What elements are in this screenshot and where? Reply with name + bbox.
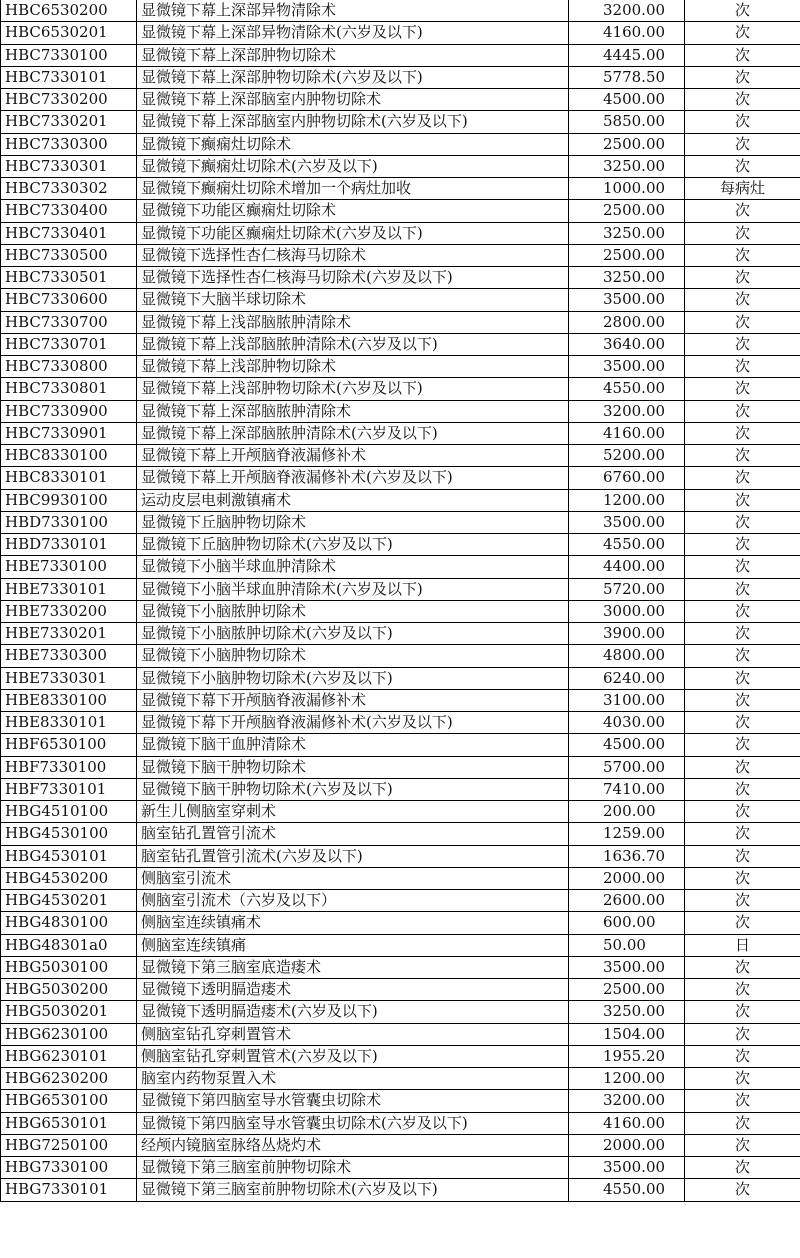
item-price-cell: 4160.00 xyxy=(569,22,685,44)
item-name-cell: 显微镜下透明膈造瘘术 xyxy=(137,979,569,1001)
item-price-cell: 3250.00 xyxy=(569,267,685,289)
item-unit-cell: 次 xyxy=(685,667,800,689)
item-code-cell: HBC6530201 xyxy=(1,22,137,44)
item-price-cell: 2000.00 xyxy=(569,867,685,889)
item-name-cell: 显微镜下小脑肿物切除术(六岁及以下) xyxy=(137,667,569,689)
item-name-cell: 显微镜下丘脑肿物切除术 xyxy=(137,511,569,533)
item-name-cell: 侧脑室引流术（六岁及以下） xyxy=(137,890,569,912)
table-row xyxy=(1,22,800,44)
table-row xyxy=(1,511,800,533)
table-row xyxy=(1,689,800,711)
item-code-cell: HBG6230100 xyxy=(1,1023,137,1045)
item-unit-cell: 次 xyxy=(685,845,800,867)
table-row xyxy=(1,200,800,222)
table-row xyxy=(1,422,800,444)
item-price-cell: 4160.00 xyxy=(569,422,685,444)
item-code-cell: HBC7330201 xyxy=(1,111,137,133)
item-price-cell: 6240.00 xyxy=(569,667,685,689)
table-row xyxy=(1,1001,800,1023)
item-code-cell: HBG7330101 xyxy=(1,1179,137,1201)
item-code-cell: HBC7330501 xyxy=(1,267,137,289)
item-code-cell: HBG48301a0 xyxy=(1,934,137,956)
item-unit-cell: 次 xyxy=(685,956,800,978)
table-row xyxy=(1,778,800,800)
item-unit-cell: 次 xyxy=(685,22,800,44)
item-name-cell: 显微镜下癫痫灶切除术增加一个病灶加收 xyxy=(137,178,569,200)
item-name-cell: 侧脑室钻孔穿刺置管术(六岁及以下) xyxy=(137,1045,569,1067)
item-name-cell: 显微镜下大脑半球切除术 xyxy=(137,289,569,311)
item-price-cell: 1200.00 xyxy=(569,1068,685,1090)
item-name-cell: 显微镜下幕上浅部肿物切除术(六岁及以下) xyxy=(137,378,569,400)
item-code-cell: HBC7330801 xyxy=(1,378,137,400)
table-row xyxy=(1,311,800,333)
item-name-cell: 运动皮层电刺激镇痛术 xyxy=(137,489,569,511)
item-name-cell: 显微镜下幕上开颅脑脊液漏修补术(六岁及以下) xyxy=(137,467,569,489)
table-row xyxy=(1,133,800,155)
item-name-cell: 显微镜下功能区癫痫灶切除术 xyxy=(137,200,569,222)
item-name-cell: 显微镜下癫痫灶切除术 xyxy=(137,133,569,155)
item-unit-cell: 次 xyxy=(685,623,800,645)
item-name-cell: 显微镜下脑干血肿清除术 xyxy=(137,734,569,756)
item-price-cell: 3200.00 xyxy=(569,400,685,422)
item-name-cell: 脑室钻孔置管引流术(六岁及以下) xyxy=(137,845,569,867)
item-name-cell: 显微镜下脑干肿物切除术(六岁及以下) xyxy=(137,778,569,800)
item-price-cell: 4445.00 xyxy=(569,44,685,66)
item-name-cell: 显微镜下选择性杏仁核海马切除术(六岁及以下) xyxy=(137,267,569,289)
item-name-cell: 显微镜下幕下开颅脑脊液漏修补术 xyxy=(137,689,569,711)
item-unit-cell: 次 xyxy=(685,289,800,311)
item-unit-cell: 次 xyxy=(685,867,800,889)
item-code-cell: HBF7330100 xyxy=(1,756,137,778)
item-price-cell: 3000.00 xyxy=(569,600,685,622)
item-name-cell: 显微镜下幕上深部肿物切除术 xyxy=(137,44,569,66)
item-code-cell: HBC7330400 xyxy=(1,200,137,222)
item-code-cell: HBC7330500 xyxy=(1,244,137,266)
item-unit-cell: 次 xyxy=(685,66,800,88)
item-unit-cell: 次 xyxy=(685,734,800,756)
item-price-cell: 3100.00 xyxy=(569,689,685,711)
table-row xyxy=(1,801,800,823)
item-price-cell: 2500.00 xyxy=(569,133,685,155)
table-row xyxy=(1,244,800,266)
item-unit-cell: 次 xyxy=(685,1001,800,1023)
item-name-cell: 显微镜下幕上浅部肿物切除术 xyxy=(137,356,569,378)
item-name-cell: 显微镜下第四脑室导水管囊虫切除术 xyxy=(137,1090,569,1112)
item-name-cell: 显微镜下幕上深部脑室内肿物切除术(六岁及以下) xyxy=(137,111,569,133)
item-code-cell: HBG4530100 xyxy=(1,823,137,845)
table-row xyxy=(1,222,800,244)
item-name-cell: 显微镜下丘脑肿物切除术(六岁及以下) xyxy=(137,534,569,556)
table-row xyxy=(1,467,800,489)
item-code-cell: HBG4530200 xyxy=(1,867,137,889)
item-name-cell: 显微镜下幕下开颅脑脊液漏修补术(六岁及以下) xyxy=(137,712,569,734)
table-row xyxy=(1,979,800,1001)
item-unit-cell: 次 xyxy=(685,801,800,823)
table-row xyxy=(1,356,800,378)
table-row xyxy=(1,0,800,22)
table-row xyxy=(1,534,800,556)
item-unit-cell: 次 xyxy=(685,979,800,1001)
price-table-body xyxy=(1,0,800,1201)
item-code-cell: HBC7330701 xyxy=(1,333,137,355)
table-row xyxy=(1,400,800,422)
table-row xyxy=(1,89,800,111)
item-price-cell: 4500.00 xyxy=(569,89,685,111)
item-unit-cell: 次 xyxy=(685,200,800,222)
item-unit-cell: 次 xyxy=(685,534,800,556)
item-code-cell: HBE8330100 xyxy=(1,689,137,711)
item-code-cell: HBF7330101 xyxy=(1,778,137,800)
item-unit-cell: 次 xyxy=(685,778,800,800)
item-price-cell: 7410.00 xyxy=(569,778,685,800)
item-name-cell: 显微镜下幕上浅部脑脓肿清除术(六岁及以下) xyxy=(137,333,569,355)
item-code-cell: HBC6530200 xyxy=(1,0,137,22)
item-price-cell: 1955.20 xyxy=(569,1045,685,1067)
item-name-cell: 侧脑室钻孔穿刺置管术 xyxy=(137,1023,569,1045)
table-row xyxy=(1,1090,800,1112)
item-unit-cell: 次 xyxy=(685,467,800,489)
table-row xyxy=(1,734,800,756)
item-code-cell: HBC7330100 xyxy=(1,44,137,66)
item-name-cell: 显微镜下幕上深部异物清除术 xyxy=(137,0,569,22)
item-code-cell: HBE8330101 xyxy=(1,712,137,734)
item-unit-cell: 次 xyxy=(685,133,800,155)
item-price-cell: 1200.00 xyxy=(569,489,685,511)
item-price-cell: 3500.00 xyxy=(569,289,685,311)
item-code-cell: HBD7330100 xyxy=(1,511,137,533)
item-price-cell: 5778.50 xyxy=(569,66,685,88)
item-price-cell: 3900.00 xyxy=(569,623,685,645)
table-row xyxy=(1,712,800,734)
table-row xyxy=(1,267,800,289)
item-price-cell: 3640.00 xyxy=(569,333,685,355)
table-row xyxy=(1,445,800,467)
item-code-cell: HBC7330301 xyxy=(1,155,137,177)
table-row xyxy=(1,890,800,912)
item-code-cell: HBG4530201 xyxy=(1,890,137,912)
item-price-cell: 2500.00 xyxy=(569,244,685,266)
item-unit-cell: 次 xyxy=(685,311,800,333)
item-price-cell: 4400.00 xyxy=(569,556,685,578)
item-code-cell: HBG6530101 xyxy=(1,1112,137,1134)
item-price-cell: 2000.00 xyxy=(569,1134,685,1156)
item-code-cell: HBG6230200 xyxy=(1,1068,137,1090)
item-unit-cell: 次 xyxy=(685,556,800,578)
item-name-cell: 显微镜下幕上深部异物清除术(六岁及以下) xyxy=(137,22,569,44)
item-price-cell: 3200.00 xyxy=(569,1090,685,1112)
table-row xyxy=(1,178,800,200)
item-name-cell: 显微镜下幕上浅部脑脓肿清除术 xyxy=(137,311,569,333)
item-unit-cell: 次 xyxy=(685,1157,800,1179)
table-row xyxy=(1,1068,800,1090)
item-code-cell: HBC8330101 xyxy=(1,467,137,489)
item-price-cell: 1636.70 xyxy=(569,845,685,867)
item-unit-cell: 次 xyxy=(685,712,800,734)
item-name-cell: 侧脑室引流术 xyxy=(137,867,569,889)
item-code-cell: HBC7330901 xyxy=(1,422,137,444)
item-unit-cell: 次 xyxy=(685,422,800,444)
item-price-cell: 2600.00 xyxy=(569,890,685,912)
table-row xyxy=(1,44,800,66)
item-code-cell: HBC8330100 xyxy=(1,445,137,467)
item-name-cell: 显微镜下癫痫灶切除术(六岁及以下) xyxy=(137,155,569,177)
item-unit-cell: 次 xyxy=(685,756,800,778)
item-code-cell: HBG7250100 xyxy=(1,1134,137,1156)
table-row xyxy=(1,578,800,600)
table-row xyxy=(1,956,800,978)
table-row xyxy=(1,667,800,689)
table-row xyxy=(1,912,800,934)
table-row xyxy=(1,1134,800,1156)
item-code-cell: HBE7330301 xyxy=(1,667,137,689)
item-name-cell: 显微镜下脑干肿物切除术 xyxy=(137,756,569,778)
item-name-cell: 显微镜下功能区癫痫灶切除术(六岁及以下) xyxy=(137,222,569,244)
table-row xyxy=(1,623,800,645)
item-name-cell: 显微镜下透明膈造瘘术(六岁及以下) xyxy=(137,1001,569,1023)
item-name-cell: 显微镜下第四脑室导水管囊虫切除术(六岁及以下) xyxy=(137,1112,569,1134)
table-row xyxy=(1,1112,800,1134)
item-unit-cell: 次 xyxy=(685,1090,800,1112)
table-row xyxy=(1,1179,800,1201)
table-row xyxy=(1,556,800,578)
item-code-cell: HBC7330300 xyxy=(1,133,137,155)
item-price-cell: 4160.00 xyxy=(569,1112,685,1134)
item-unit-cell: 次 xyxy=(685,823,800,845)
item-name-cell: 新生儿侧脑室穿刺术 xyxy=(137,801,569,823)
item-name-cell: 显微镜下小脑脓肿切除术 xyxy=(137,600,569,622)
item-price-cell: 4500.00 xyxy=(569,734,685,756)
item-name-cell: 侧脑室连续镇痛术 xyxy=(137,912,569,934)
item-name-cell: 显微镜下幕上深部脑室内肿物切除术 xyxy=(137,89,569,111)
item-price-cell: 3200.00 xyxy=(569,0,685,22)
item-unit-cell: 次 xyxy=(685,645,800,667)
table-row xyxy=(1,378,800,400)
item-price-cell: 4800.00 xyxy=(569,645,685,667)
item-unit-cell: 次 xyxy=(685,1112,800,1134)
item-price-cell: 2800.00 xyxy=(569,311,685,333)
item-code-cell: HBC9930100 xyxy=(1,489,137,511)
item-name-cell: 显微镜下选择性杏仁核海马切除术 xyxy=(137,244,569,266)
item-price-cell: 1000.00 xyxy=(569,178,685,200)
table-row xyxy=(1,645,800,667)
item-name-cell: 显微镜下小脑半球血肿清除术(六岁及以下) xyxy=(137,578,569,600)
table-row xyxy=(1,867,800,889)
item-code-cell: HBG4530101 xyxy=(1,845,137,867)
item-code-cell: HBG4510100 xyxy=(1,801,137,823)
table-row xyxy=(1,600,800,622)
item-code-cell: HBE7330200 xyxy=(1,600,137,622)
item-unit-cell: 次 xyxy=(685,1023,800,1045)
item-price-cell: 1504.00 xyxy=(569,1023,685,1045)
item-price-cell: 3250.00 xyxy=(569,222,685,244)
item-code-cell: HBG6230101 xyxy=(1,1045,137,1067)
item-code-cell: HBG5030200 xyxy=(1,979,137,1001)
item-price-cell: 200.00 xyxy=(569,801,685,823)
item-unit-cell: 次 xyxy=(685,267,800,289)
item-price-cell: 3500.00 xyxy=(569,1157,685,1179)
item-unit-cell: 次 xyxy=(685,356,800,378)
item-price-cell: 1259.00 xyxy=(569,823,685,845)
item-code-cell: HBD7330101 xyxy=(1,534,137,556)
item-code-cell: HBC7330600 xyxy=(1,289,137,311)
table-row xyxy=(1,1045,800,1067)
item-code-cell: HBC7330700 xyxy=(1,311,137,333)
table-row xyxy=(1,1157,800,1179)
table-row xyxy=(1,756,800,778)
item-name-cell: 显微镜下幕上深部脑脓肿清除术 xyxy=(137,400,569,422)
item-price-cell: 3250.00 xyxy=(569,155,685,177)
item-code-cell: HBE7330300 xyxy=(1,645,137,667)
item-price-cell: 6760.00 xyxy=(569,467,685,489)
item-unit-cell: 每病灶 xyxy=(685,178,800,200)
table-row xyxy=(1,289,800,311)
table-row xyxy=(1,333,800,355)
item-name-cell: 显微镜下幕上深部脑脓肿清除术(六岁及以下) xyxy=(137,422,569,444)
item-price-cell: 4550.00 xyxy=(569,1179,685,1201)
item-unit-cell: 次 xyxy=(685,1068,800,1090)
item-price-cell: 3500.00 xyxy=(569,356,685,378)
item-name-cell: 经颅内镜脑室脉络丛烧灼术 xyxy=(137,1134,569,1156)
item-name-cell: 侧脑室连续镇痛 xyxy=(137,934,569,956)
table-row xyxy=(1,155,800,177)
item-code-cell: HBE7330201 xyxy=(1,623,137,645)
table-row xyxy=(1,934,800,956)
item-price-cell: 4550.00 xyxy=(569,534,685,556)
table-row xyxy=(1,111,800,133)
item-unit-cell: 次 xyxy=(685,111,800,133)
item-price-cell: 5720.00 xyxy=(569,578,685,600)
item-unit-cell: 次 xyxy=(685,578,800,600)
item-unit-cell: 次 xyxy=(685,689,800,711)
item-price-cell: 50.00 xyxy=(569,934,685,956)
item-code-cell: HBC7330900 xyxy=(1,400,137,422)
item-unit-cell: 次 xyxy=(685,1179,800,1201)
table-row xyxy=(1,66,800,88)
item-unit-cell: 次 xyxy=(685,912,800,934)
table-row xyxy=(1,845,800,867)
item-name-cell: 显微镜下第三脑室前肿物切除术 xyxy=(137,1157,569,1179)
item-price-cell: 5850.00 xyxy=(569,111,685,133)
item-price-cell: 5200.00 xyxy=(569,445,685,467)
item-unit-cell: 次 xyxy=(685,489,800,511)
item-unit-cell: 次 xyxy=(685,400,800,422)
item-unit-cell: 次 xyxy=(685,378,800,400)
item-unit-cell: 次 xyxy=(685,890,800,912)
item-name-cell: 显微镜下幕上开颅脑脊液漏修补术 xyxy=(137,445,569,467)
item-name-cell: 显微镜下小脑脓肿切除术(六岁及以下) xyxy=(137,623,569,645)
item-unit-cell: 次 xyxy=(685,244,800,266)
item-unit-cell: 次 xyxy=(685,445,800,467)
table-row xyxy=(1,1023,800,1045)
item-price-cell: 3250.00 xyxy=(569,1001,685,1023)
item-unit-cell: 日 xyxy=(685,934,800,956)
item-unit-cell: 次 xyxy=(685,333,800,355)
item-code-cell: HBC7330101 xyxy=(1,66,137,88)
item-unit-cell: 次 xyxy=(685,222,800,244)
item-unit-cell: 次 xyxy=(685,0,800,22)
item-code-cell: HBC7330302 xyxy=(1,178,137,200)
item-code-cell: HBE7330100 xyxy=(1,556,137,578)
item-unit-cell: 次 xyxy=(685,1134,800,1156)
table-row xyxy=(1,489,800,511)
item-unit-cell: 次 xyxy=(685,1045,800,1067)
item-price-cell: 3500.00 xyxy=(569,511,685,533)
item-unit-cell: 次 xyxy=(685,600,800,622)
item-price-cell: 5700.00 xyxy=(569,756,685,778)
item-unit-cell: 次 xyxy=(685,155,800,177)
item-code-cell: HBG6530100 xyxy=(1,1090,137,1112)
item-code-cell: HBG4830100 xyxy=(1,912,137,934)
item-code-cell: HBC7330800 xyxy=(1,356,137,378)
item-name-cell: 脑室内药物泵置入术 xyxy=(137,1068,569,1090)
item-unit-cell: 次 xyxy=(685,511,800,533)
item-name-cell: 显微镜下第三脑室底造瘘术 xyxy=(137,956,569,978)
item-name-cell: 显微镜下小脑肿物切除术 xyxy=(137,645,569,667)
item-price-cell: 4550.00 xyxy=(569,378,685,400)
item-name-cell: 显微镜下小脑半球血肿清除术 xyxy=(137,556,569,578)
item-unit-cell: 次 xyxy=(685,44,800,66)
item-price-cell: 3500.00 xyxy=(569,956,685,978)
item-code-cell: HBE7330101 xyxy=(1,578,137,600)
item-price-cell: 4030.00 xyxy=(569,712,685,734)
item-price-cell: 2500.00 xyxy=(569,200,685,222)
item-price-cell: 600.00 xyxy=(569,912,685,934)
table-row xyxy=(1,823,800,845)
item-code-cell: HBG5030201 xyxy=(1,1001,137,1023)
item-name-cell: 脑室钻孔置管引流术 xyxy=(137,823,569,845)
item-code-cell: HBC7330200 xyxy=(1,89,137,111)
item-code-cell: HBC7330401 xyxy=(1,222,137,244)
item-name-cell: 显微镜下第三脑室前肿物切除术(六岁及以下) xyxy=(137,1179,569,1201)
item-price-cell: 2500.00 xyxy=(569,979,685,1001)
item-name-cell: 显微镜下幕上深部肿物切除术(六岁及以下) xyxy=(137,66,569,88)
item-code-cell: HBG5030100 xyxy=(1,956,137,978)
item-code-cell: HBG7330100 xyxy=(1,1157,137,1179)
item-unit-cell: 次 xyxy=(685,89,800,111)
item-code-cell: HBF6530100 xyxy=(1,734,137,756)
